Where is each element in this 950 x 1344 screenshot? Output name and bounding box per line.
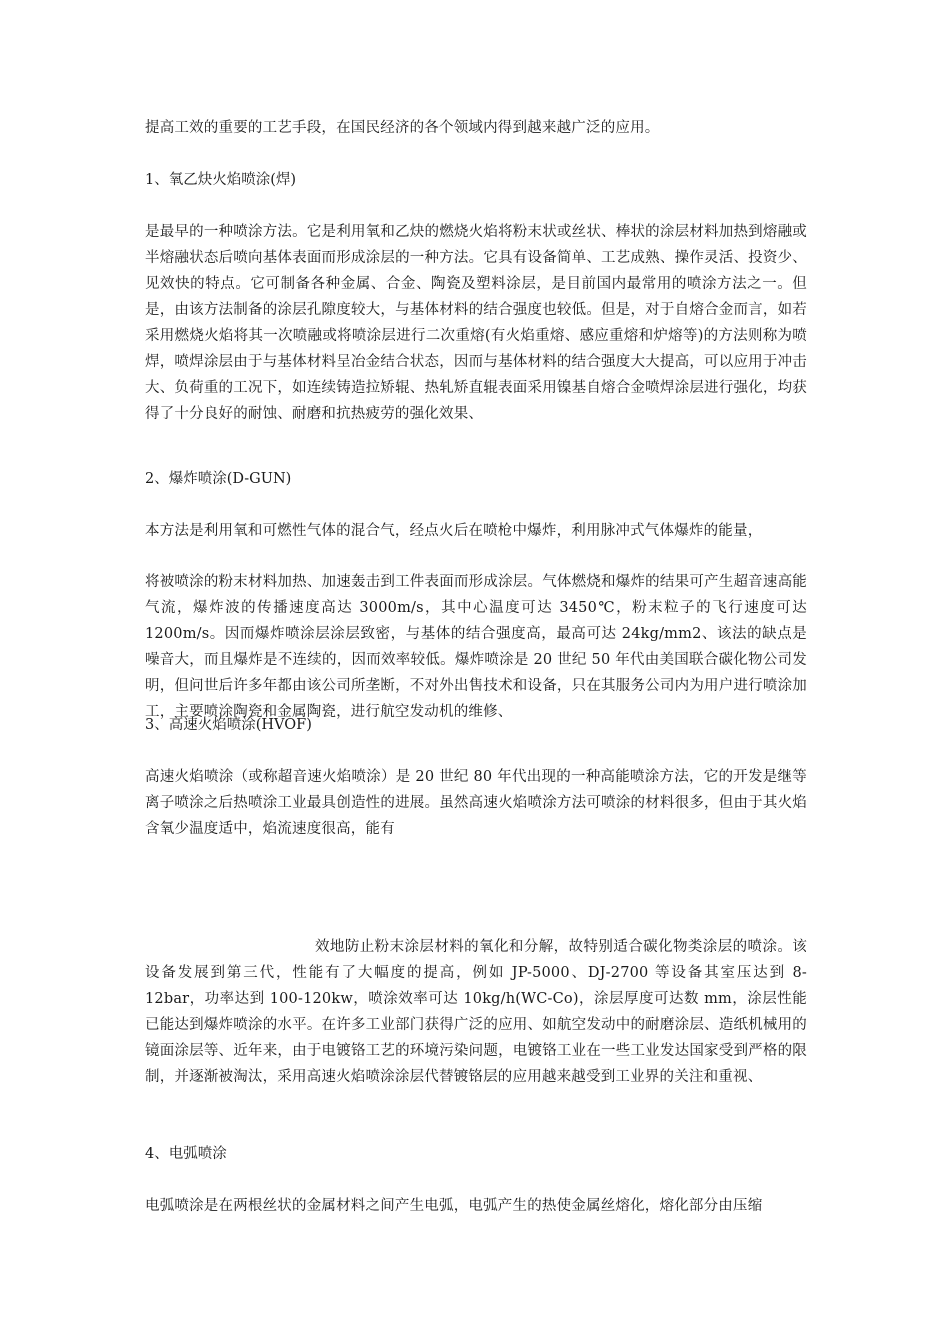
section-2-paragraph-1: 本方法是利用氧和可燃性气体的混合气，经点火后在喷枪中爆炸，利用脉冲式气体爆炸的能量， (145, 523, 763, 539)
section-2-heading: 2、爆炸喷涂(D-GUN) (145, 471, 292, 487)
section-4-paragraph: 电弧喷涂是在两根丝状的金属材料之间产生电弧，电弧产生的热使金属丝熔化，熔化部分由压缩 (145, 1198, 763, 1214)
section-2-paragraph-2: 将被喷涂的粉末材料加热、加速轰击到工件表面而形成涂层。气体燃烧和爆炸的结果可产生超音速高能气流，爆炸波的传播速度高达 3000m/s，其中心温度可达 3450℃，粉末粒子的飞行速度可达 1200m/s。因而爆炸喷涂层涂层致密，与基体的结合强度高，最高可达 24kg/mm2、该法的缺点是噪音大，而且爆炸是不连续的，因而效率较低。爆炸喷涂是 20 世纪 50 年代由美国联合碳化物公司发明，但问世后许多年都由该公司所垄断，不对外出售技术和设备，只在其服务公司内为用户进行喷涂加工，主要喷涂陶瓷和金属陶瓷，进行航空发动机的维修、 (145, 574, 807, 720)
section-3-paragraph-2-text: 效地防止粉末涂层材料的氧化和分解，故特别适合碳化物类涂层的喷涂。该设备发展到第三代，性能有了大幅度的提高，例如 JP-5000、DJ-2700 等设备其室压达到 8-12bar，功率达到 100-120kw，喷涂效率可达 10kg/h(WC-Co)，涂层厚度可达数 mm，涂层性能已能达到爆炸喷涂的水平。在许多工业部门获得广泛的应用、如航空发动中的耐磨涂层、造纸机械用的镜面涂层等、近年来，由于电镀铬工艺的环境污染问题，电镀铬工业在一些工业发达国家受到严格的限制，并逐渐被淘汰，采用高速火焰喷涂涂层代替镀铬层的应用越来越受到工业界的关注和重视、 (145, 939, 807, 1085)
section-3-paragraph-1: 高速火焰喷涂（或称超音速火焰喷涂）是 20 世纪 80 年代出现的一种高能喷涂方法，它的开发是继等离子喷涂之后热喷涂工业最具创造性的进展。虽然高速火焰喷涂方法可喷涂的材料很多，但由于其火焰含氧少温度适中，焰流速度很高，能有 (145, 769, 807, 837)
section-1-heading: 1、氧乙炔火焰喷涂(焊) (145, 172, 297, 188)
section-1-paragraph: 是最早的一种喷涂方法。它是利用氧和乙炔的燃烧火焰将粉末状或丝状、棒状的涂层材料加热到熔融或半熔融状态后喷向基体表面而形成涂层的一种方法。它具有设备简单、工艺成熟、操作灵活、投资少、见效快的特点。它可制备各种金属、合金、陶瓷及塑料涂层，是目前国内最常用的喷涂方法之一。但是，由该方法制备的涂层孔隙度较大，与基体材料的结合强度也较低。但是，对于自熔合金而言，如若采用燃烧火焰将其一次喷融或将喷涂层进行二次重熔(有火焰重熔、感应重熔和炉熔等)的方法则称为喷焊，喷焊涂层由于与基体材料呈冶金结合状态，因而与基体材料的结合强度大大提高，可以应用于冲击大、负荷重的工况下，如连续铸造拉矫辊、热轧矫直辊表面采用镍基自熔合金喷焊涂层进行强化，均获得了十分良好的耐蚀、耐磨和抗热疲劳的强化效果、 (145, 224, 807, 422)
section-3-heading: 3、高速火焰喷涂(HVOF) (145, 717, 312, 733)
section-4-heading: 4、电弧喷涂 (145, 1146, 227, 1162)
intro-paragraph: 提高工效的重要的工艺手段，在国民经济的各个领域内得到越来越广泛的应用。 (145, 120, 660, 136)
